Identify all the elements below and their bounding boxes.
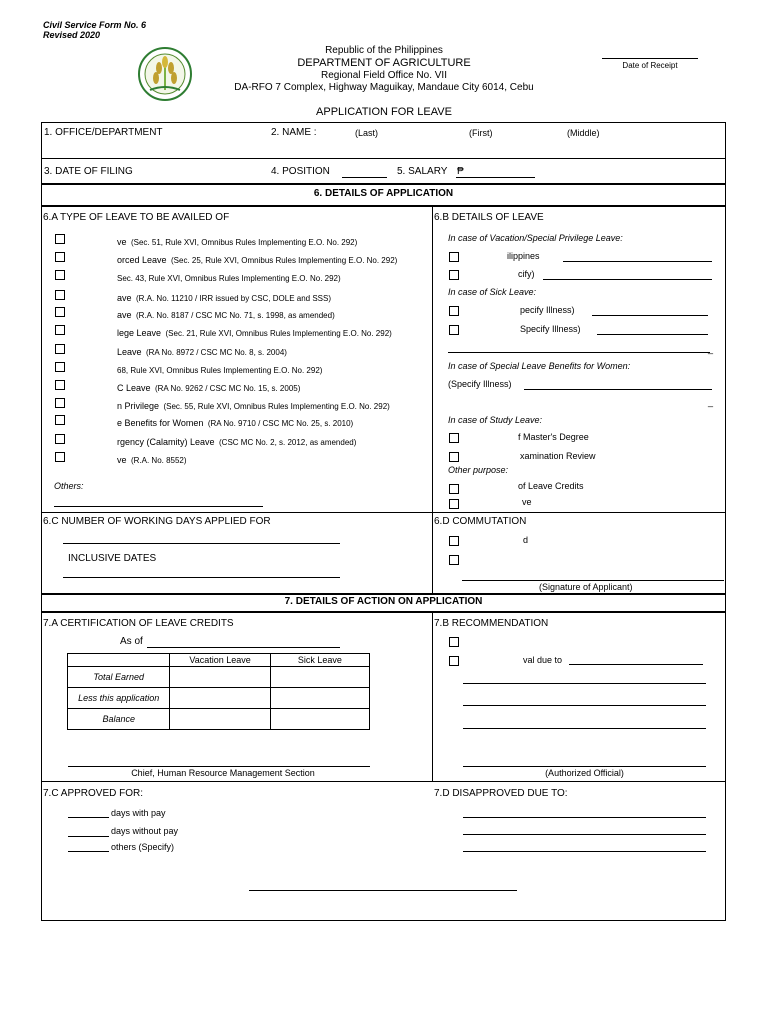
sick-heading: In case of Sick Leave: [448, 287, 537, 297]
salary-label: 5. SALARY [397, 166, 448, 177]
leave-type-name: ave [117, 310, 132, 320]
hr-signature-line[interactable] [68, 766, 370, 767]
leave-type-checkbox[interactable] [55, 398, 65, 408]
leave-type-checkbox[interactable] [55, 415, 65, 425]
not-requested-checkbox[interactable] [449, 536, 459, 546]
days-without-pay-label: days without pay [111, 826, 179, 836]
vacation-option-2: cify) [518, 269, 535, 279]
inclusive-dates-field[interactable] [63, 577, 340, 578]
others-specify-field[interactable] [68, 851, 109, 852]
as-of-field[interactable] [147, 647, 340, 648]
leave-type-item [117, 361, 322, 377]
days-with-pay-label: days with pay [111, 808, 166, 818]
col-vacation: Vacation Leave [170, 654, 270, 667]
cell-sick-less[interactable] [270, 688, 369, 709]
recommendation-line-2[interactable] [463, 705, 706, 706]
row-balance: Balance [68, 709, 170, 730]
date-of-receipt-label: Date of Receipt [622, 61, 678, 70]
details-of-leave-label: 6.B DETAILS OF LEAVE [434, 212, 544, 223]
leave-type-item [117, 289, 331, 305]
sick-option-2: Specify Illness) [520, 324, 581, 334]
leave-type-reference: (Sec. 25, Rule XVI, Omnibus Rules Implementing E.O. No. 292) [171, 256, 398, 265]
sick-option-1: pecify Illness) [520, 305, 575, 315]
inclusive-dates-label: INCLUSIVE DATES [68, 553, 157, 564]
divider [432, 612, 433, 782]
leave-type-reference: (R.A. No. 8552) [130, 456, 187, 465]
signature-line[interactable] [462, 580, 724, 581]
leave-type-checkbox[interactable] [55, 252, 65, 262]
other-purpose-heading: Other purpose: [448, 465, 509, 475]
leave-type-item [117, 451, 187, 467]
leave-type-item [117, 343, 287, 359]
leave-type-reference: Sec. 43, Rule XVI, Omnibus Rules Implementing E.O. No. 292) [117, 274, 341, 283]
type-of-leave-label: 6.A TYPE OF LEAVE TO BE AVAILED OF [43, 212, 230, 223]
bar-board-review-checkbox[interactable] [449, 452, 459, 462]
leave-type-item [117, 414, 353, 430]
leave-type-item [117, 306, 335, 322]
name-label: 2. NAME : [271, 127, 317, 138]
office-department-label: 1. OFFICE/DEPARTMENT [44, 127, 163, 138]
leave-type-reference: (R.A. No. 11210 / IRR issued by CSC, DOLE and SSS) [135, 294, 332, 303]
women-field-1[interactable] [524, 389, 712, 390]
disapproved-label: 7.D DISAPPROVED DUE TO: [434, 788, 568, 799]
recommendation-line-3[interactable] [463, 728, 706, 729]
authorized-official-label: (Authorized Official) [545, 768, 624, 778]
recommendation-option: val due to [523, 655, 563, 665]
sick-field-2[interactable] [597, 334, 708, 335]
leave-type-name: e Benefits for Women [117, 418, 204, 428]
leave-type-reference: 68, Rule XVI, Omnibus Rules Implementing E.O. No. 292) [117, 366, 323, 375]
others-field[interactable] [54, 506, 263, 507]
cell-sick-earned[interactable] [270, 667, 369, 688]
leave-type-name: lege Leave [117, 328, 162, 338]
leave-type-checkbox[interactable] [55, 380, 65, 390]
leave-type-item [117, 269, 341, 285]
abroad-checkbox[interactable] [449, 270, 459, 280]
signature-label: (Signature of Applicant) [539, 582, 633, 592]
leave-type-name: C Leave [117, 383, 151, 393]
divider [432, 206, 433, 594]
leave-type-checkbox[interactable] [55, 290, 65, 300]
leave-type-name: ave [117, 293, 132, 303]
cell-vacation-balance[interactable] [170, 709, 270, 730]
vacation-field-2[interactable] [543, 279, 712, 280]
salary-field[interactable] [456, 177, 535, 178]
section7-heading: 7. DETAILS OF ACTION ON APPLICATION [284, 596, 483, 607]
sick-field-3[interactable] [448, 352, 710, 353]
leave-type-name: rgency (Calamity) Leave [117, 437, 215, 447]
leave-type-reference: (R.A. No. 8187 / CSC MC No. 71, s. 1998, as amended) [135, 311, 335, 320]
as-of-label: As of [120, 636, 143, 647]
leave-type-item [117, 251, 397, 267]
cell-vacation-earned[interactable] [170, 667, 270, 688]
disapproved-line-2[interactable] [463, 834, 706, 835]
department-name: DEPARTMENT OF AGRICULTURE [297, 57, 471, 69]
vacation-option-1: ilippines [507, 251, 540, 261]
vacation-field-1[interactable] [563, 261, 712, 262]
leave-type-name: ve [117, 455, 127, 465]
vacation-heading: In case of Vacation/Special Privilege Leave: [448, 233, 623, 243]
section6-heading: 6. DETAILS OF APPLICATION [313, 188, 454, 199]
dash-mark: _ [708, 397, 714, 407]
cell-vacation-less[interactable] [170, 688, 270, 709]
study-option-1: f Master's Degree [518, 432, 589, 442]
others-label: Others: [54, 481, 84, 491]
recommendation-label: 7.B RECOMMENDATION [434, 618, 549, 629]
dash-mark: _ [708, 344, 714, 354]
leave-type-checkbox[interactable] [55, 452, 65, 462]
row-total-earned: Total Earned [68, 667, 170, 688]
name-first-label: (First) [469, 128, 493, 138]
republic-label: Republic of the Philippines [325, 45, 443, 56]
form-number: Civil Service Form No. 6 [43, 20, 147, 30]
other-option-1: of Leave Credits [518, 481, 584, 491]
form-revision: Revised 2020 [43, 30, 101, 40]
form-title: APPLICATION FOR LEAVE [316, 106, 452, 118]
leave-type-checkbox[interactable] [55, 344, 65, 354]
leave-type-item [117, 233, 357, 249]
leave-type-reference: (Sec. 55, Rule XVI, Omnibus Rules Implementing E.O. No. 292) [163, 402, 390, 411]
date-of-filing-label: 3. DATE OF FILING [44, 166, 133, 177]
sick-field-1[interactable] [592, 315, 708, 316]
leave-type-name: n Privilege [117, 401, 160, 411]
leave-type-name: Leave [117, 347, 142, 357]
requested-checkbox[interactable] [449, 555, 459, 565]
disapproval-reason-field[interactable] [569, 664, 703, 665]
out-patient-checkbox[interactable] [449, 325, 459, 335]
within-philippines-checkbox[interactable] [449, 252, 459, 262]
days-without-pay-field[interactable] [68, 836, 109, 837]
official-signature-line[interactable] [463, 766, 706, 767]
other-option-2: ve [522, 497, 532, 507]
leave-type-reference: (RA No. 9262 / CSC MC No. 15, s. 2005) [154, 384, 301, 393]
name-middle-label: (Middle) [567, 128, 600, 138]
leave-type-reference: (CSC MC No. 2, s. 2012, as amended) [219, 438, 357, 447]
masters-degree-checkbox[interactable] [449, 433, 459, 443]
peso-sign: ₱ [457, 166, 464, 177]
leave-type-checkbox[interactable] [55, 325, 65, 335]
days-with-pay-field[interactable] [68, 817, 109, 818]
leave-type-checkbox[interactable] [55, 434, 65, 444]
for-approval-checkbox[interactable] [449, 637, 459, 647]
recommendation-line-1[interactable] [463, 683, 706, 684]
leave-type-reference: (RA No. 8972 / CSC MC No. 8, s. 2004) [145, 348, 287, 357]
commutation-option: d [523, 535, 529, 545]
disapproved-line-1[interactable] [463, 817, 706, 818]
leave-type-checkbox[interactable] [55, 307, 65, 317]
leave-type-item [117, 379, 300, 395]
monetization-checkbox[interactable] [449, 484, 459, 494]
leave-type-reference: (RA No. 9710 / CSC MC No. 25, s. 2010) [207, 419, 354, 428]
name-last-label: (Last) [355, 128, 379, 138]
regional-office: Regional Field Office No. VII [321, 70, 447, 81]
receipt-line [602, 58, 698, 59]
leave-type-name: orced Leave [117, 255, 167, 265]
leave-type-item [117, 324, 392, 340]
cell-sick-balance[interactable] [270, 709, 369, 730]
position-label: 4. POSITION [271, 166, 330, 177]
divider [41, 512, 726, 513]
working-days-field[interactable] [63, 543, 340, 544]
office-address: DA-RFO 7 Complex, Highway Maguikay, Mandaue City 6014, Cebu [234, 82, 534, 93]
divider [41, 781, 726, 782]
women-option: (Specify Illness) [448, 379, 512, 389]
leave-credits-table [67, 653, 370, 730]
approved-for-label: 7.C APPROVED FOR: [43, 788, 144, 799]
leave-type-checkbox[interactable] [55, 362, 65, 372]
divider [41, 158, 726, 159]
leave-type-item [117, 397, 390, 413]
position-field[interactable] [342, 177, 387, 178]
disapproved-line-3[interactable] [463, 851, 706, 852]
leave-type-item [117, 433, 356, 449]
study-heading: In case of Study Leave: [448, 415, 543, 425]
women-heading: In case of Special Leave Benefits for Women: [448, 361, 631, 371]
hr-chief-label: Chief, Human Resource Management Section [131, 768, 315, 778]
leave-type-checkbox[interactable] [55, 270, 65, 280]
table-corner [68, 654, 170, 667]
working-days-label: 6.C NUMBER OF WORKING DAYS APPLIED FOR [43, 516, 271, 527]
in-hospital-checkbox[interactable] [449, 306, 459, 316]
leave-type-name: ve [117, 237, 127, 247]
final-signature-line[interactable] [249, 890, 517, 891]
leave-type-checkbox[interactable] [55, 234, 65, 244]
leave-type-reference: (Sec. 21, Rule XVI, Omnibus Rules Implementing E.O. No. 292) [165, 329, 392, 338]
terminal-leave-checkbox[interactable] [449, 499, 459, 509]
certification-label: 7.A CERTIFICATION OF LEAVE CREDITS [43, 618, 234, 629]
study-option-2: xamination Review [520, 451, 596, 461]
commutation-label: 6.D COMMUTATION [434, 516, 527, 527]
leave-type-reference: (Sec. 51, Rule XVI, Omnibus Rules Implementing E.O. No. 292) [130, 238, 358, 247]
others-specify-label: others (Specify) [111, 842, 175, 852]
col-sick: Sick Leave [270, 654, 369, 667]
for-disapproval-checkbox[interactable] [449, 656, 459, 666]
row-less-application: Less this application [68, 688, 170, 709]
